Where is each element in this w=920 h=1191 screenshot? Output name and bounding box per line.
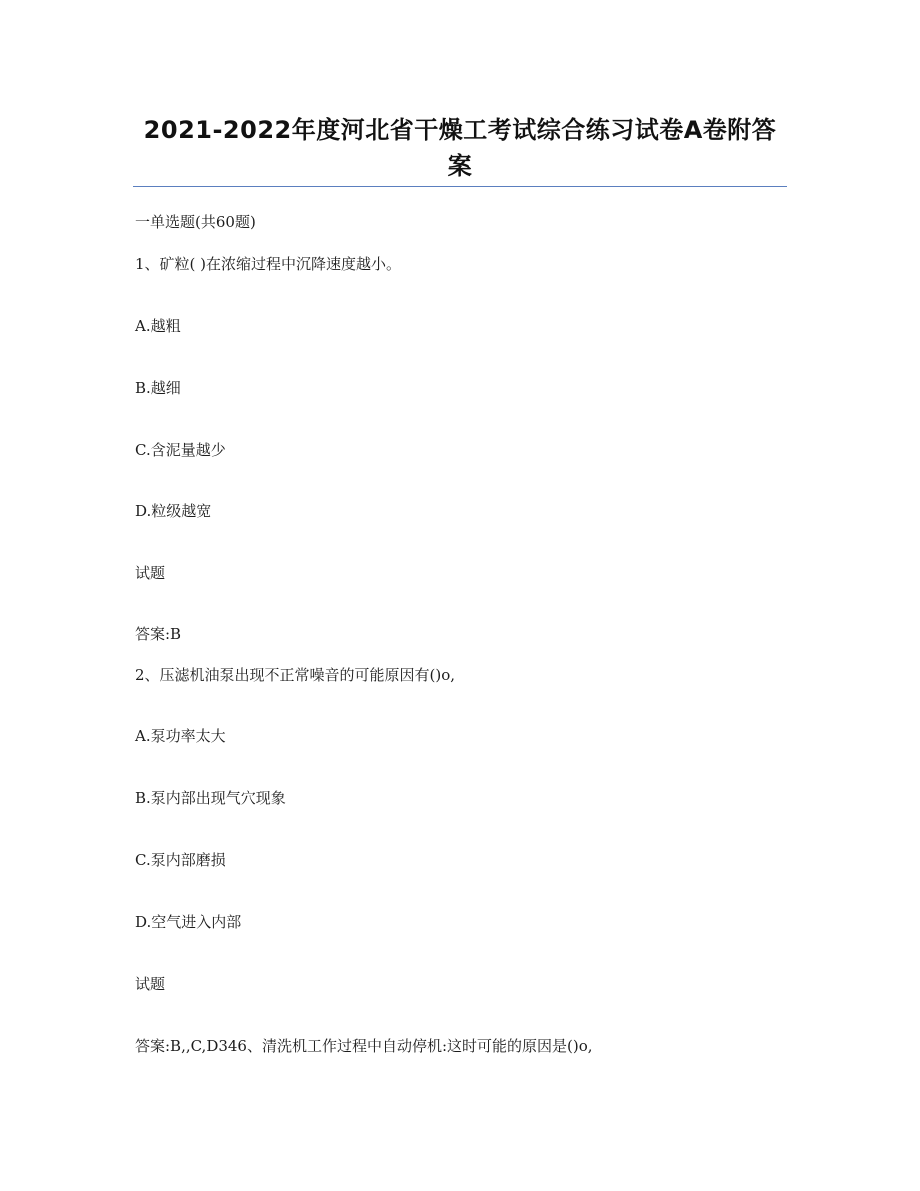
question-1-option-c: C.含泥量越少 xyxy=(135,441,226,459)
question-2-option-d: D.空气进入内部 xyxy=(135,913,242,931)
title-underline xyxy=(133,186,787,187)
question-1-answer: 答案:B xyxy=(135,625,182,643)
question-2-label: 试题 xyxy=(135,975,166,993)
section-heading: 一单选题(共60题) xyxy=(135,213,256,231)
question-1-option-b: B.越细 xyxy=(135,379,181,397)
question-2-option-b: B.泵内部出现气穴现象 xyxy=(135,789,286,807)
document-title: 2021-2022年度河北省干燥工考试综合练习试卷A卷附答案 xyxy=(143,116,777,180)
question-2-answer: 答案:B,,C,D346、清洗机工作过程中自动停机:这时可能的原因是()o, xyxy=(135,1037,593,1055)
question-2-stem: 2、压滤机油泵出现不正常噪音的可能原因有()o, xyxy=(135,666,456,684)
question-2-option-c: C.泵内部磨损 xyxy=(135,851,226,869)
question-1-label: 试题 xyxy=(135,564,166,582)
question-1-stem: 1、矿粒( )在浓缩过程中沉降速度越小。 xyxy=(135,255,402,273)
question-1-option-a: A.越粗 xyxy=(135,317,181,335)
question-1-option-d: D.粒级越宽 xyxy=(135,502,212,520)
question-2-option-a: A.泵功率太大 xyxy=(135,727,226,745)
